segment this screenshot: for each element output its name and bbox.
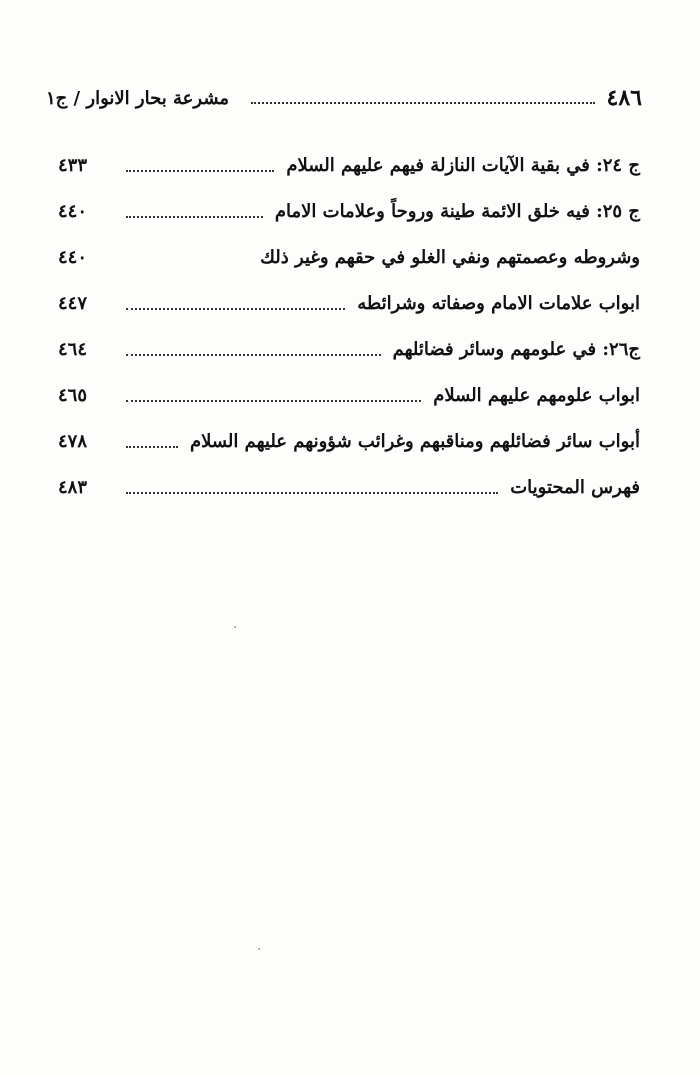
toc-entry bbox=[58, 280, 640, 326]
toc-dot-leader bbox=[126, 354, 381, 356]
header-dot-leader bbox=[251, 102, 595, 104]
toc-entry-title: ج٢٦: في علومهم وسائر فضائلهم bbox=[392, 338, 640, 360]
paper-speck bbox=[258, 948, 260, 950]
paper-speck bbox=[234, 626, 236, 628]
toc-entry bbox=[58, 188, 640, 234]
toc-dot-leader bbox=[126, 446, 178, 448]
toc-entry-title: ج ٢٤: في بقية الآيات النازلة فيهم عليهم السلام bbox=[286, 154, 640, 176]
toc-entry-page: ٤٦٤ bbox=[58, 338, 88, 360]
header-page-number: ٤٨٦ bbox=[606, 85, 642, 111]
toc-dot-leader bbox=[126, 492, 498, 494]
running-header bbox=[46, 80, 642, 116]
table-of-contents bbox=[58, 142, 640, 510]
toc-entry-title: وشروطه وعصمتهم ونفي الغلو في حقهم وغير ذلك bbox=[260, 246, 640, 268]
header-book-title: مشرعة بحار الانوار / ج١ bbox=[46, 87, 230, 109]
toc-entry-title: ابواب علامات الامام وصفاته وشرائطه bbox=[357, 292, 640, 314]
toc-entry-page: ٤٤٠ bbox=[58, 200, 88, 222]
toc-entry bbox=[58, 372, 640, 418]
toc-entry-page: ٤٦٥ bbox=[58, 384, 88, 406]
toc-dot-leader bbox=[126, 400, 421, 402]
toc-entry-page: ٤٤٧ bbox=[58, 292, 88, 314]
toc-dot-leader bbox=[126, 216, 263, 218]
toc-entry-title: فهرس المحتويات bbox=[510, 476, 640, 498]
toc-entry-page: ٤٧٨ bbox=[58, 430, 88, 452]
toc-entry bbox=[58, 464, 640, 510]
toc-entry-page: ٤٣٣ bbox=[58, 154, 88, 176]
toc-entry-title: ابواب علومهم عليهم السلام bbox=[433, 384, 640, 406]
toc-entry-page: ٤٨٣ bbox=[58, 476, 88, 498]
toc-dot-leader bbox=[126, 308, 345, 310]
toc-entry bbox=[58, 142, 640, 188]
toc-dot-leader bbox=[126, 170, 274, 172]
toc-entry bbox=[58, 234, 640, 280]
toc-entry-title: أبواب سائر فضائلهم ومناقبهم وغرائب شؤونهم عليهم السلام bbox=[189, 430, 640, 452]
toc-entry-title: ج ٢٥: فيه خلق الائمة طينة وروحاً وعلامات الامام bbox=[274, 200, 640, 222]
toc-entry bbox=[58, 418, 640, 464]
toc-entry-page: ٤٤٠ bbox=[58, 246, 88, 268]
toc-entry bbox=[58, 326, 640, 372]
